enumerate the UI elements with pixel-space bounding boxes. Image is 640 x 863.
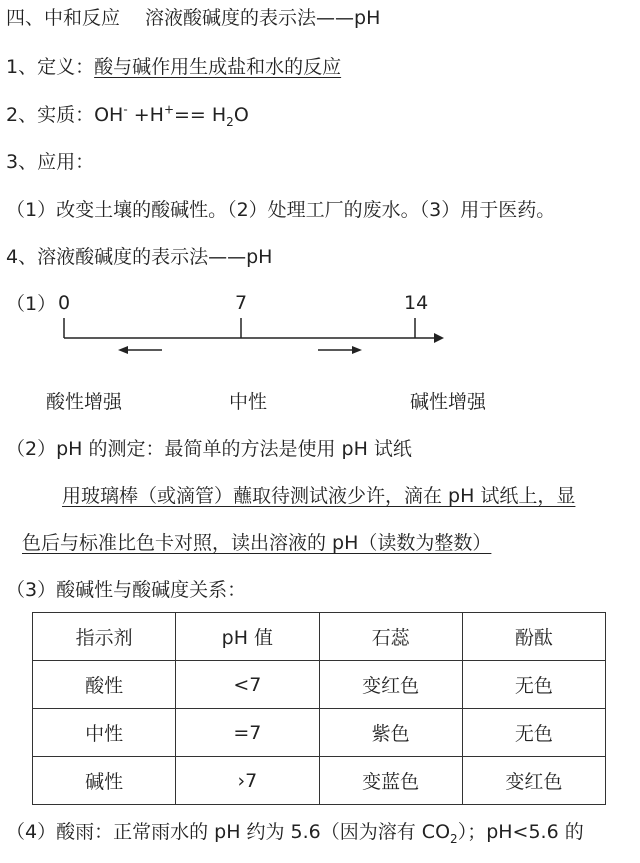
ph-title: 4、溶液酸碱度的表示法——pH xyxy=(6,246,273,268)
table-row xyxy=(33,757,606,805)
header-litmus: 石蕊 xyxy=(319,613,462,661)
table-header-row xyxy=(33,613,606,661)
header-ph: pH 值 xyxy=(176,613,319,661)
essence-prefix: 2、实质：OH xyxy=(6,104,124,126)
superscript-plus: + xyxy=(163,102,174,117)
table-cell: 紫色 xyxy=(319,709,462,757)
superscript-minus: - xyxy=(123,102,128,117)
tick-label-0: 0 xyxy=(58,292,71,314)
table-row xyxy=(33,709,606,757)
base-arrowhead xyxy=(352,346,362,354)
essence-end: O xyxy=(233,104,249,126)
tick-label-14: 14 xyxy=(404,292,429,314)
application-items: （1）改变土壤的酸碱性。（2）处理工厂的废水。（3）用于医药。 xyxy=(6,199,556,221)
acid-rain-end: ）；pH<5.6 的 xyxy=(457,821,584,843)
acid-rain-text: （4）酸雨：正常雨水的 pH 约为 5.6（因为溶有 CO xyxy=(6,821,451,843)
acid-arrowhead xyxy=(118,346,128,354)
table-cell: 变红色 xyxy=(319,661,462,709)
table-cell: 无色 xyxy=(462,661,605,709)
header-indicator: 指示剂 xyxy=(33,613,176,661)
application-line: 3、应用： xyxy=(6,151,95,173)
table-cell: ›7 xyxy=(176,757,319,805)
table-cell: <7 xyxy=(176,661,319,709)
definition-text: 酸与碱作用生成盐和水的反应 xyxy=(94,56,342,78)
indicator-table xyxy=(32,612,606,805)
table-cell: 中性 xyxy=(33,709,176,757)
table-cell: =7 xyxy=(176,709,319,757)
region-acid: 酸性增强 xyxy=(46,391,123,413)
axis-arrowhead xyxy=(434,333,444,343)
acid-rain-line xyxy=(6,820,584,844)
essence-mid2: == H xyxy=(174,104,227,126)
definition-line xyxy=(6,55,341,79)
region-neutral: 中性 xyxy=(229,391,268,413)
table-cell: 无色 xyxy=(462,709,605,757)
table-row xyxy=(33,661,606,709)
table-cell: 变红色 xyxy=(462,757,605,805)
method-line-2: 色后与标准比色卡对照，读出溶液的 pH（读数为整数） xyxy=(22,532,492,554)
definition-prefix: 1、定义： xyxy=(6,56,95,78)
essence-line xyxy=(6,103,249,127)
tick-label-7: 7 xyxy=(235,292,248,314)
section-heading: 四、中和反应 溶液酸碱度的表示法——pH xyxy=(6,7,381,29)
measure-line: （2）pH 的测定：最简单的方法是使用 pH 试纸 xyxy=(6,438,412,460)
essence-mid: +H xyxy=(127,104,164,126)
table-cell: 变蓝色 xyxy=(319,757,462,805)
table-cell: 酸性 xyxy=(33,661,176,709)
table-cell: 碱性 xyxy=(33,757,176,805)
method-line-1: 用玻璃棒（或滴管）蘸取待测试液少许，滴在 pH 试纸上，显 xyxy=(62,485,576,507)
region-base: 碱性增强 xyxy=(410,391,487,413)
header-phenolphthalein: 酚酞 xyxy=(462,613,605,661)
scale-prefix: （1） xyxy=(6,293,57,315)
relation-line: （3）酸碱性与酸碱度关系： xyxy=(6,579,247,601)
subscript-two: 2 xyxy=(226,114,234,129)
subscript-co2: 2 xyxy=(450,831,458,846)
